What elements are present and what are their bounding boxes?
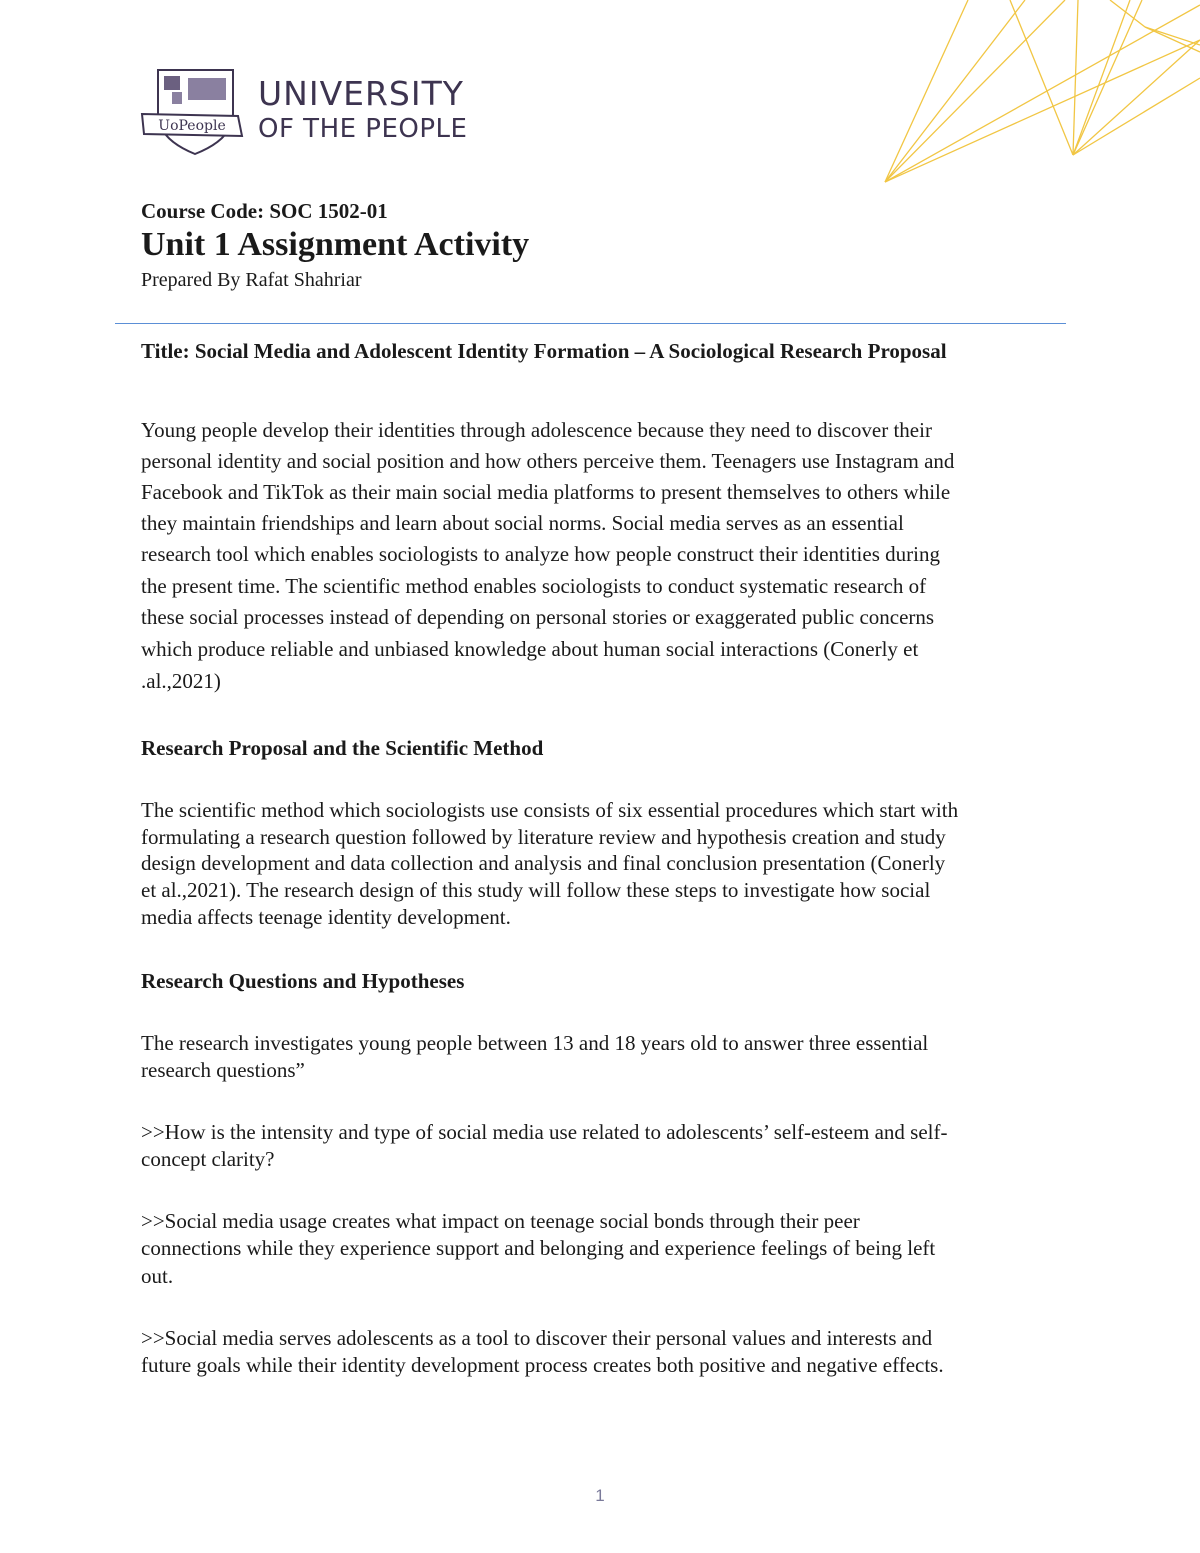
text-line: >>Social media serves adolescents as a tool to discover their personal values and interests and — [141, 1326, 933, 1350]
text-line: concept clarity? — [141, 1147, 275, 1171]
course-code: Course Code: SOC 1502-01 — [141, 199, 388, 223]
text-line: Facebook and TikTok as their main social media platforms to present themselves to others while — [141, 480, 951, 504]
uopeople-crest-logo — [138, 64, 248, 156]
text-line: >>How is the intensity and type of social media use related to adolescents’ self-esteem and self- — [141, 1120, 948, 1144]
text-line: future goals while their identity development process creates both positive and negative effects. — [141, 1353, 944, 1377]
text-line: media affects teenage identity development. — [141, 905, 511, 929]
text-line: formulating a research question followed by literature review and hypothesis creation and study — [141, 825, 946, 849]
text-line: connections while they experience support and belonging and experience feelings of being left — [141, 1236, 936, 1260]
header-divider — [115, 323, 1066, 324]
page-number: 1 — [595, 1486, 605, 1505]
text-line: these social processes instead of depending on personal stories or exaggerated public concerns — [141, 605, 935, 629]
text-line: design development and data collection and analysis and final conclusion presentation (Conerly — [141, 851, 946, 875]
text-line: the present time. The scientific method enables sociologists to conduct systematic research of — [141, 574, 927, 598]
document-title: Unit 1 Assignment Activity — [141, 226, 530, 263]
text-line: research tool which enables sociologists to analyze how people construct their identities during — [141, 542, 940, 566]
geometric-line-decoration — [870, 0, 1200, 190]
text-line: which produce reliable and unbiased knowledge about human social interactions (Conerly et — [141, 637, 919, 661]
text-line: >>Social media usage creates what impact on teenage social bonds through their peer — [141, 1209, 860, 1233]
text-line: Young people develop their identities through adolescence because they need to discover their — [141, 418, 932, 442]
text-line: et al.,2021). The research design of this study will follow these steps to investigate how social — [141, 878, 931, 902]
section-heading-research-questions: Research Questions and Hypotheses — [141, 969, 465, 993]
text-line: they maintain friendships and learn about social norms. Social media serves as an essential — [141, 511, 904, 535]
proposal-title: Title: Social Media and Adolescent Identity Formation – A Sociological Research Proposal — [141, 339, 947, 363]
logo-university: UNIVERSITY — [258, 74, 464, 113]
text-line: research questions” — [141, 1058, 305, 1082]
text-line: personal identity and social position and how others perceive them. Teenagers use Instagram and — [141, 449, 955, 473]
logo-of-the-people: OF THE PEOPLE — [258, 114, 468, 144]
section-heading-scientific-method: Research Proposal and the Scientific Method — [141, 736, 544, 760]
text-line: .al.,2021) — [141, 669, 221, 693]
text-line: The research investigates young people between 13 and 18 years old to answer three essential — [141, 1031, 929, 1055]
prepared-by: Prepared By Rafat Shahriar — [141, 269, 362, 291]
text-line: The scientific method which sociologists use consists of six essential procedures which start with — [141, 798, 959, 822]
text-line: out. — [141, 1264, 174, 1288]
logo-badge-text: UoPeople — [158, 118, 226, 134]
